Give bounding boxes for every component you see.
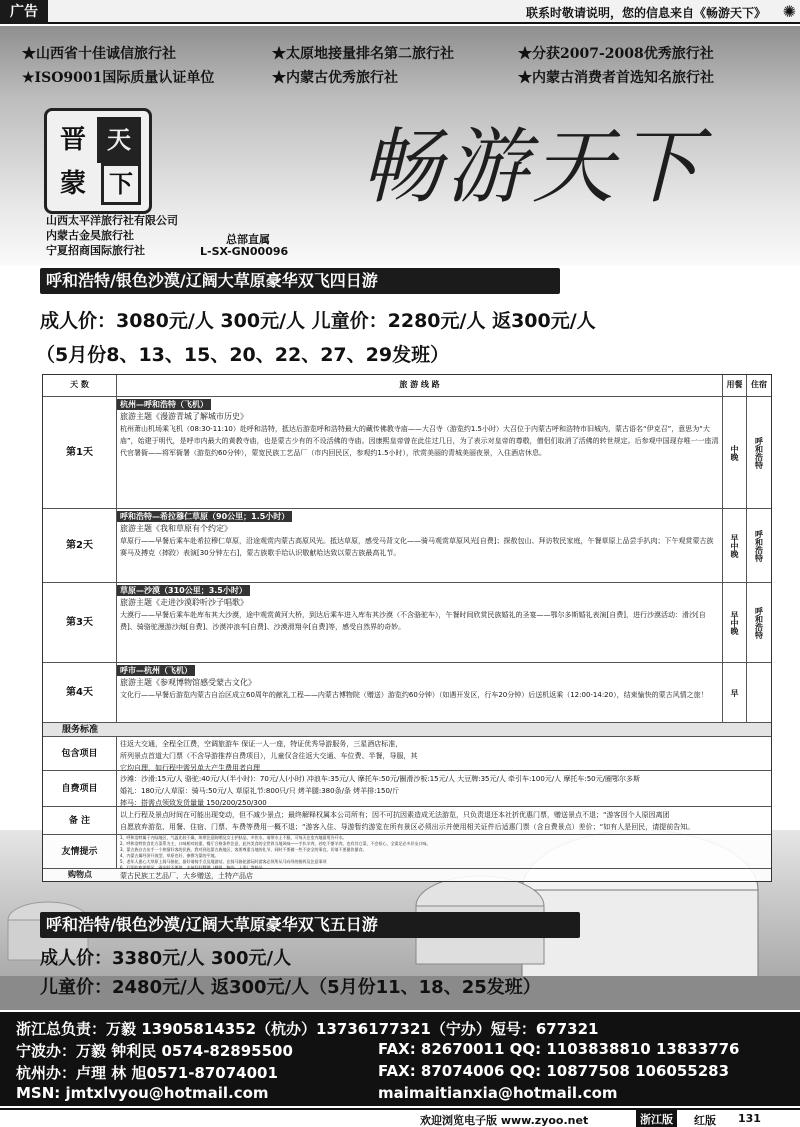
highlight: ★内蒙古消费者首选知名旅行社 [518,70,714,86]
table-row [43,807,771,835]
day-route [117,583,723,663]
table-row [43,771,771,807]
notes-line: 自愿放弃游览、用餐、住宿、门票、车费等费用一概不退；“游客入住、导游暂约游览在所有景区必须出示并使用相关证件后适惠门票（含自费景点）差价；“如有人是回民，请提前告知。 [120,823,695,831]
ad-bar [0,0,800,24]
contact-line: FAX: 87074006 QQ: 10877508 106055283 [378,1062,730,1080]
meal-cell [723,397,747,509]
route-segment: 呼和浩特—希拉穆仁草原（90公里；1.5小时） [117,511,292,522]
tips-line: 6、行军吃旅游景区，乘车时不要停，去前好好整理（桶胃、胸冷、上洗）等药品。 [120,865,267,869]
meal-cell [723,663,747,723]
route-description: 草原行——早餐后乘车赴希拉穆仁草原，沿途观赏内蒙古高原风光。抵达草原，感受马背文化——骑马观赏草原风光[自费]；探敖包山、拜访牧民家庭，午餐草原上品尝手扒肉；下午观赏蒙古族赛马及搏克（摔跤）表演[30分钟左右]，蒙古族歌手给认识敬献哈达致以蒙古族最高礼节。 [120,537,714,557]
logo-seal [44,108,152,214]
route-theme: 旅游主题《漫游青城了解城市历史》 [120,412,248,421]
service-label: 服务标准 [61,725,98,735]
meal-cell [723,509,747,583]
contact-line: 宁波办：万毅 钟利民 0574-82895500 [16,1042,293,1060]
tips-line: 5、老年人患心大草原上骑马骆驼，最好请骑手点及地游站。在骑马骆驼游玩时游客必须所从马向导的指挥及注意事项 [120,859,327,864]
selfpay-line: 沙滩：沙滑:15元/人 骆驼:40元/人(半小时)：70元/人(小时) 冲浪车:35元/人 摩托车:50元/圈滑沙板:15元/人 大豆牌:35元/人 牵引车:100元/人 摩托车:50元/圈鄂尔多斯 [120,775,640,783]
notes-label: 备 注 [43,807,117,835]
hotel-cell [747,663,771,723]
notes-line: 以上行程及景点时间在可能出现变动，但不减少景点；最终解释权属本公司所有；因不可抗因素造成无法游览，只负责退还本社折优惠门票，赠送景点不退；“游客因个人原因离团 [120,811,670,819]
table-row [43,509,771,583]
tour2-title: 呼和浩特/银色沙漠/辽阔大草原豪华双飞五日游 [40,912,580,938]
tour1-dates: （5月份8、13、15、20、22、27、29发班） [36,344,450,366]
day-route [117,509,723,583]
tips-line: 2、呼和浩特饮食比方菜系为主，口味相对较重，餐厅合格条件注意，此外美食的全世界当地风味——手扒羊肉，若吃不惯羊肉，也有其它菜、不会担心，全需足必多层友口味。 [120,841,431,846]
company-name: 内蒙古金昊旅行社 [46,229,134,242]
hedgehog-icon: ✺ [782,2,796,21]
brand-calligraphy: 畅游天下 [360,120,704,215]
route-segment: 杭州—呼和浩特（飞机） [117,399,211,410]
footer-tag: 浙江版 [636,1110,677,1127]
meal-value: 早中晚 [730,611,739,635]
tour1-price: 成人价：3080元/人 300元/人 儿童价：2280元/人 返300元/人 [40,310,596,332]
highlight: ★分获2007-2008优秀旅行社 [518,46,714,62]
page-number: 131 [738,1112,761,1125]
selfpay-line: 婚礼：180元/人草原：骑马:50元/人 草原礼节:800只/只 烤羊腿:380条/条 烤羊排:150/斤 [120,787,400,795]
ad-notice: 联系时敬请说明，您的信息来自《畅游天下》 [525,6,766,20]
company-name: 山西太平洋旅行社有限公司 [46,214,178,227]
tips-label: 友情提示 [43,835,117,869]
footer-edition: 红版 [694,1114,716,1127]
route-theme: 旅游主题《参观博物馆感受蒙古文化》 [120,678,256,687]
day-label: 第1天 [43,397,117,509]
hq-label: 总部直属 [226,233,270,246]
tips-line: 1、呼和浩特属于内陆地区，气温比较干燥，故带注意防晒及女士护肤品，多饮水，请带水土不服，可每天在室内地面用冷开水。 [120,835,347,840]
hero-area [0,26,800,266]
table-row [43,737,771,771]
route-theme: 旅游主题《走进沙漠聆听沙子唱歌》 [120,598,248,607]
table-row [43,835,771,869]
page-footer [0,1108,800,1127]
day-route [117,663,723,723]
highlight: ★太原地接量排名第二旅行社 [272,46,454,62]
meal-value: 中晚 [730,445,739,461]
tour2-price-adult: 成人价：3380元/人 300元/人 [40,948,292,969]
hotel-value: 呼和浩特 [754,607,764,639]
day-label: 第2天 [43,509,117,583]
table-row [43,869,771,881]
highlight: ★内蒙古优秀旅行社 [272,70,398,86]
route-description: 文化行——早餐后游览内蒙古自治区成立60周年的献礼工程——内蒙古博物院（赠送）游览约60分钟）（如遇开发区，行车20分钟）后送机返乘（12:00-14:20），结束愉快的蒙古风情之旅！ [120,691,708,699]
tips-content [117,835,771,869]
shop-label: 购物点 [68,870,92,879]
notes-content [117,809,771,833]
tour2-price-child: 儿童价：2480元/人 返300元/人（5月份11、18、25发班） [40,977,541,998]
company-name: 宁夏招商国际旅行社 [46,244,145,257]
highlight: ★山西省十佳诚信旅行社 [22,46,176,62]
contact-msn[interactable]: MSN: jmtxlvyou@hotmail.com [16,1084,269,1102]
meal-cell [723,583,747,663]
logo-char: 晋 [59,125,86,155]
hotel-value: 呼和浩特 [754,530,764,562]
tips-line: 4、内蒙古属经济开放型，草原也好，参赛为蒙的平地。 [120,853,219,858]
route-description: 杭州萧山机场乘飞机（08:30-11:10）赴呼和浩特，抵达后游览呼和浩特最大的藏传佛教寺庙——大召寺（游览约1.5小时）大召位于内蒙古呼和浩特市旧城内，蒙古语名“伊克召”，意思为“大庙”，始建于明代，是呼市内最大的黄教寺庙，也是蒙古少有的不设活佛的寺庙。因康熙皇帝曾在此住过几日，为了表示对皇帝的尊敬，僧侣们取消了活佛的转世规定。后参观中国现存唯一一座清代官署衙——将军衙署（游览约60分钟），蒙宽民族工艺品厂（市内回民区，参观约1.5小时），欣赏美丽的青城美丽夜景，入住酒店休息。 [120,425,719,457]
highlight: ★ISO9001国际质量认证单位 [22,70,215,86]
included-line: 所列景点首道大门票（不含导游推荐自费项目），儿童仅含往返大交通、车位费、半餐，导服，其 [120,752,418,760]
logo-char: 下 [101,163,141,205]
hotel-cell [747,397,771,509]
logo-char: 天 [97,117,141,163]
included-line: 它均自理，如行程中需另单大产生费用者自理 [120,764,260,772]
contact-panel [0,1012,800,1106]
hotel-value: 呼和浩特 [754,437,764,469]
route-theme: 旅游主题《我和草原有个约定》 [120,524,232,533]
col-hotel: 住宿 [751,380,767,389]
route-segment: 呼市—杭州（飞机） [117,665,195,676]
ad-tag: 广告 [0,0,48,24]
service-header-row [43,723,771,737]
hotel-cell [747,583,771,663]
col-route: 旅 游 线 路 [117,375,723,397]
shop-text: 蒙古民族工艺品厂、大乡赠送，土特产品店 [120,872,253,880]
included-line: 往返大交通，全程全江费，空调旅游车 保证一人一座，特证优秀导游服务，三星酒店标准， [120,740,403,748]
tips-line: 3、蒙古族自古出手一个热情好客的民族，我对到达蒙古族地区，客要尊重当地的礼节，同时不要做一些不安全的事宜，切请不要暴饮暴食。 [120,847,367,852]
col-day: 天 数 [43,375,117,397]
day-route [117,397,723,509]
hotel-cell [747,509,771,583]
route-description: 大漠行——早餐后乘车赴库布其大沙漠，途中观赏黄河大桥，到达后乘车进入库布其沙漠（不含骆驼车），午餐时间欣赏民族婚礼的圣宴——鄂尔多斯婚礼表演[自费]，进行沙漠活动：滑沙[自费]、骑骆驼漫游沙海[自费]、沙漠冲浪车[自费]、沙漠滑翔伞[自费]等，感受自然界的奇妙。 [120,611,706,631]
table-row [43,583,771,663]
table-row [43,397,771,509]
table-row [43,663,771,723]
day-label: 第4天 [43,663,117,723]
table-header-row [43,375,771,397]
contact-line: 杭州办：卢理 林 旭0571-87074001 [16,1064,278,1082]
selfpay-label: 自费项目 [43,771,117,807]
itinerary-table [42,374,772,882]
meal-value: 早中晚 [730,534,739,558]
contact-line: FAX: 82670011 QQ: 1103838810 13833776 [378,1040,740,1058]
license-number: L-SX-GN00096 [200,245,289,258]
logo-char: 蒙 [59,169,86,199]
footer-text[interactable]: 欢迎浏览电子版 www.zyoo.net [420,1114,589,1127]
meal-value: 早 [730,689,739,697]
tour1-title: 呼和浩特/银色沙漠/辽阔大草原豪华双飞四日游 [40,268,560,294]
included-label: 包含项目 [43,737,117,771]
selfpay-line: 摔马：搭需点领致发货量量 150/200/250/300 [120,799,267,807]
route-segment: 草原—沙漠（310公里；3.5小时） [117,585,250,596]
included-content [117,738,771,774]
selfpay-content [117,773,771,809]
day-label: 第3天 [43,583,117,663]
contact-email[interactable]: maimaitianxia@hotmail.com [378,1084,618,1102]
col-meal: 用餐 [723,375,747,397]
contact-line: 浙江总负责：万毅 13905814352（杭办）13736177321（宁办）短号：677321 [16,1020,599,1038]
